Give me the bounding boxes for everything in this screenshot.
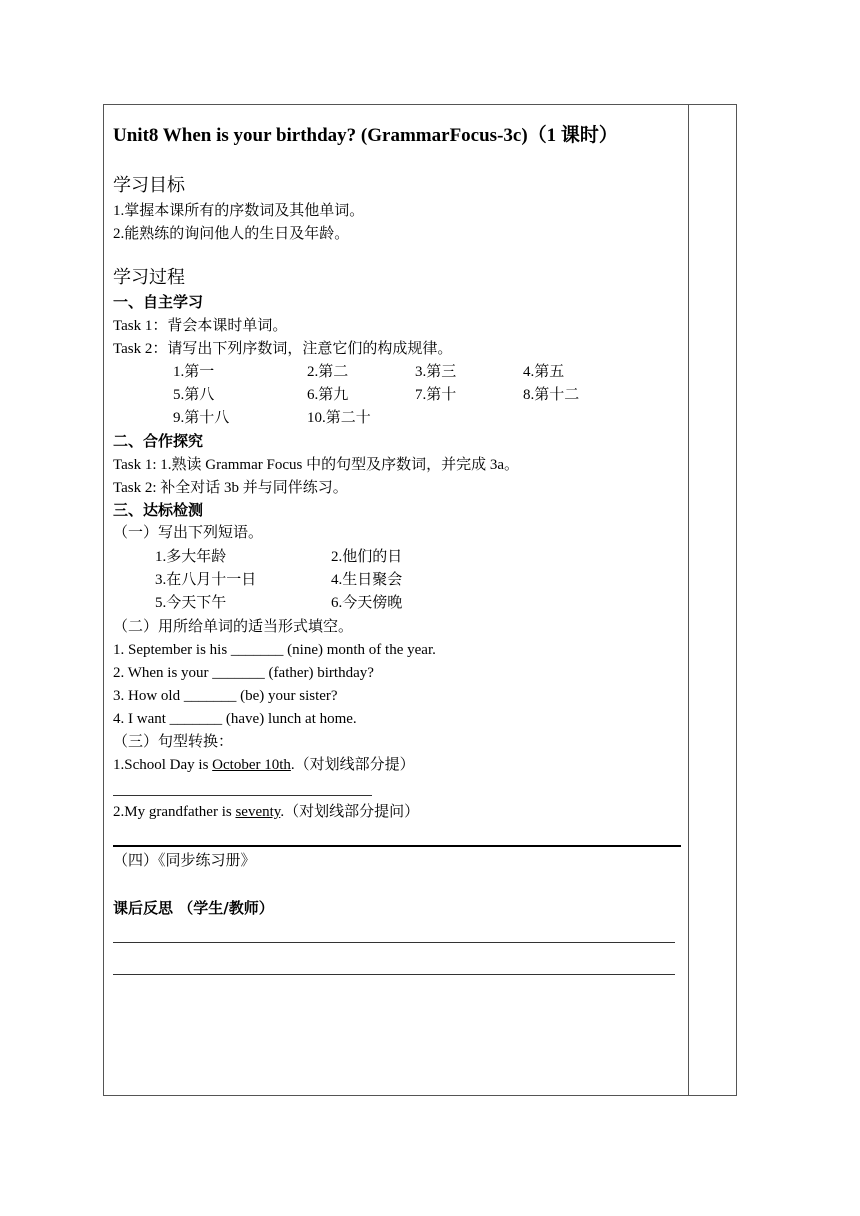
question-text: .（对划线部分提问）: [280, 804, 420, 820]
objective-item: 1.掌握本课所有的序数词及其他单词。: [113, 203, 365, 219]
task-text: Task 1: 1.熟读 Grammar Focus 中的句型及序数词，并完成 3a。: [113, 457, 519, 473]
question-text: 2.My grandfather is: [113, 804, 236, 820]
section-heading: 三、达标检测: [113, 501, 204, 519]
underlined-text: October 10th: [212, 757, 291, 773]
answer-line: [113, 795, 372, 796]
task-text: Task 2: 补全对话 3b 并与同伴练习。: [113, 480, 348, 496]
phrase-item: 3.在八月十一日: [155, 572, 257, 588]
phrase-item: 1.多大年龄: [155, 549, 227, 565]
fill-blank-question: 2. When is your _______ (father) birthday?: [113, 665, 374, 681]
task-text: Task 2：请写出下列序数词，注意它们的构成规律。: [113, 341, 453, 357]
table-column-divider: [688, 104, 689, 1096]
subsection-heading: （二）用所给单词的适当形式填空。: [113, 619, 354, 635]
ordinal-item: 2.第二: [307, 364, 349, 380]
subsection-heading: （四）《同步练习册》: [113, 853, 256, 869]
ordinal-item: 7.第十: [415, 387, 457, 403]
fill-blank-question: 3. How old _______ (be) your sister?: [113, 688, 338, 704]
subsection-heading: （一）写出下列短语。: [113, 525, 264, 541]
phrase-item: 5.今天下午: [155, 595, 227, 611]
transform-question: [113, 756, 415, 774]
objectives-heading: 学习目标: [113, 175, 185, 196]
ordinal-item: 10.第二十: [307, 410, 371, 426]
section-heading: 二、合作探究: [113, 432, 204, 450]
question-text: 1.School Day is: [113, 757, 213, 773]
ordinal-item: 9.第十八: [173, 410, 230, 426]
underlined-text: seventy: [235, 804, 281, 820]
reflection-heading: 课后反思 （学生/教师）: [113, 899, 274, 917]
fill-blank-question: 4. I want _______ (have) lunch at home.: [113, 711, 357, 727]
ordinal-item: 1.第一: [173, 364, 215, 380]
objective-item: 2.能熟练的询问他人的生日及年龄。: [113, 226, 350, 242]
ordinal-item: 6.第九: [307, 387, 349, 403]
phrase-item: 2.他们的日: [331, 549, 403, 565]
section-heading: 一、自主学习: [113, 293, 204, 311]
transform-question: [113, 803, 419, 821]
reflection-line: [113, 974, 675, 975]
ordinal-item: 3.第三: [415, 364, 457, 380]
subsection-heading: （三）句型转换：: [113, 734, 234, 750]
page-title: Unit8 When is your birthday? (GrammarFocus-3c)（1 课时）: [113, 125, 618, 146]
ordinal-item: 8.第十二: [523, 387, 580, 403]
fill-blank-question: 1. September is his _______ (nine) month of the year.: [113, 642, 436, 658]
section-divider: [113, 845, 681, 847]
phrase-item: 6.今天傍晚: [331, 595, 403, 611]
task-text: Task 1：背会本课时单词。: [113, 318, 288, 334]
phrase-item: 4.生日聚会: [331, 572, 403, 588]
ordinal-item: 5.第八: [173, 387, 215, 403]
ordinal-item: 4.第五: [523, 364, 565, 380]
question-text: .（对划线部分提）: [290, 757, 415, 773]
process-heading: 学习过程: [113, 267, 185, 288]
reflection-line: [113, 942, 675, 943]
